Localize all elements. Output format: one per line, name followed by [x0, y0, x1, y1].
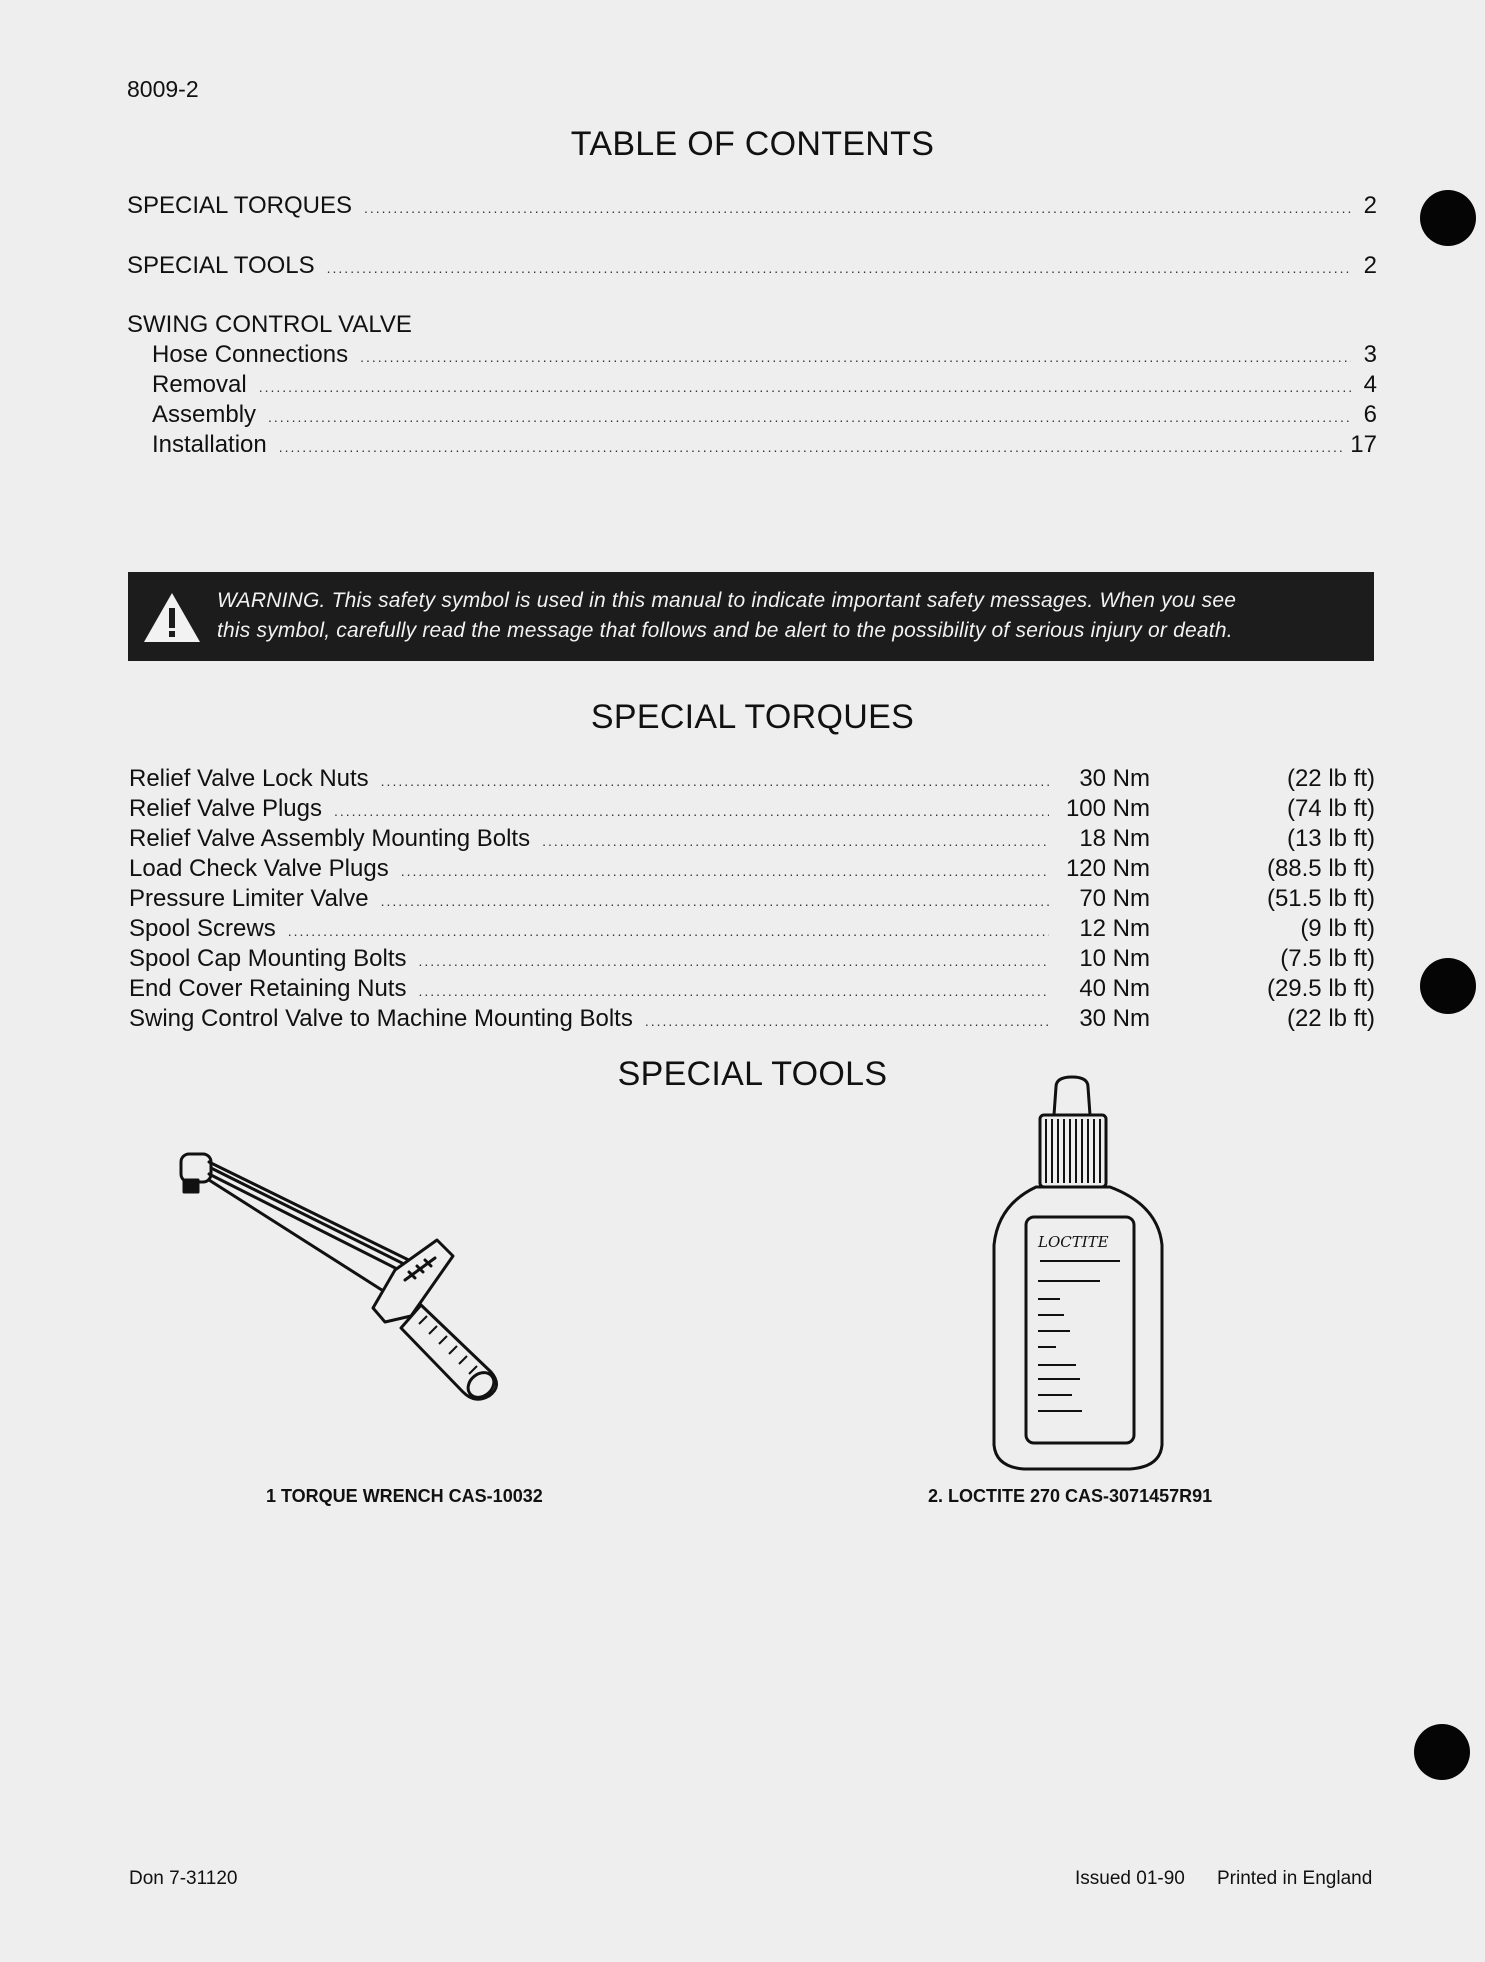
toc-subentry-assembly[interactable]	[152, 401, 1377, 431]
binder-hole	[1414, 1724, 1470, 1780]
torque-wrench-illustration	[175, 1140, 635, 1430]
toc-entry-page: 2	[1363, 192, 1377, 219]
torque-nm-value: 18 Nm	[1079, 825, 1150, 852]
torque-row	[129, 1005, 1375, 1034]
torque-lbft-value: (88.5 lb ft)	[1266, 855, 1375, 882]
warning-banner	[128, 572, 1374, 661]
special-torques-title: SPECIAL TORQUES	[590, 698, 915, 736]
torque-name: End Cover Retaining Nuts	[129, 975, 407, 1002]
torque-nm-value: 12 Nm	[1079, 915, 1150, 942]
toc-subentry-installation[interactable]	[152, 431, 1377, 461]
toc-entry-page: 3	[1363, 341, 1377, 368]
footer-issued: Issued 01-90	[1075, 1868, 1185, 1889]
dot-leader	[259, 379, 1351, 395]
toc-subentry-hose-connections[interactable]	[152, 341, 1377, 371]
torque-lbft-value: (9 lb ft)	[1300, 915, 1375, 942]
torque-row	[129, 795, 1375, 824]
toc-entry-label: Installation	[152, 431, 267, 458]
dot-leader	[364, 200, 1351, 216]
torque-name: Swing Control Valve to Machine Mounting Bolts	[129, 1005, 633, 1032]
toc-entry-label: Removal	[152, 371, 247, 398]
torque-nm-value: 30 Nm	[1079, 1005, 1150, 1032]
torque-row	[129, 975, 1375, 1004]
toc-entry-label: Assembly	[152, 401, 257, 428]
warning-triangle-icon	[142, 591, 202, 644]
torque-wrench-caption: 1 TORQUE WRENCH CAS-10032	[266, 1486, 543, 1506]
footer-printed: Printed in England	[1217, 1868, 1373, 1889]
special-tools-title: SPECIAL TOOLS	[617, 1055, 888, 1093]
torque-row	[129, 885, 1375, 914]
torque-name: Spool Cap Mounting Bolts	[129, 945, 407, 972]
toc-subentry-removal[interactable]	[152, 371, 1377, 401]
dot-leader	[268, 409, 1351, 425]
torque-name: Relief Valve Plugs	[129, 795, 322, 822]
torque-name: Spool Screws	[129, 915, 276, 942]
toc-entry-label: SPECIAL TOOLS	[127, 252, 315, 279]
torque-name: Relief Valve Lock Nuts	[129, 765, 369, 792]
footer-doc-number: Don 7-31120	[129, 1868, 238, 1889]
torque-row	[129, 855, 1375, 884]
warning-text	[217, 586, 1367, 646]
torque-nm-value: 70 Nm	[1079, 885, 1150, 912]
torque-lbft-value: (22 lb ft)	[1286, 765, 1375, 792]
torque-nm-value: 100 Nm	[1065, 795, 1150, 822]
dot-leader	[279, 439, 1345, 455]
toc-entry-page: 6	[1363, 401, 1377, 428]
loctite-bottle-illustration	[990, 1075, 1190, 1475]
torque-lbft-value: (22 lb ft)	[1286, 1005, 1375, 1032]
toc-entry-page: 2	[1363, 252, 1377, 279]
toc-entry-label: SWING CONTROL VALVE	[127, 311, 412, 338]
torque-row	[129, 915, 1375, 944]
torque-lbft-value: (29.5 lb ft)	[1266, 975, 1375, 1002]
dot-leader	[327, 260, 1351, 276]
toc-title: TABLE OF CONTENTS	[570, 125, 935, 163]
torque-row	[129, 945, 1375, 974]
torque-name: Relief Valve Assembly Mounting Bolts	[129, 825, 531, 852]
toc-entry-swing-control-valve	[127, 311, 1377, 341]
torque-row	[129, 825, 1375, 854]
torque-nm-value: 30 Nm	[1079, 765, 1150, 792]
torque-name: Pressure Limiter Valve	[129, 885, 369, 912]
toc-entry-label: Hose Connections	[152, 341, 349, 368]
binder-hole	[1420, 958, 1476, 1014]
warning-line-2: this symbol, carefully read the message that follows and be alert to the possibility of serious injury or death.	[217, 619, 1233, 642]
binder-hole	[1420, 190, 1476, 246]
torque-nm-value: 120 Nm	[1065, 855, 1150, 882]
toc-entry-label: SPECIAL TORQUES	[127, 192, 352, 219]
bottle-label-text: LOCTITE	[1038, 1233, 1109, 1251]
torque-lbft-value: (13 lb ft)	[1286, 825, 1375, 852]
torque-lbft-value: (7.5 lb ft)	[1280, 945, 1375, 972]
dot-leader	[360, 349, 1351, 365]
torque-nm-value: 40 Nm	[1079, 975, 1150, 1002]
toc-entry-page: 17	[1350, 431, 1377, 458]
torque-nm-value: 10 Nm	[1079, 945, 1150, 972]
loctite-caption: 2. LOCTITE 270 CAS-3071457R91	[928, 1486, 1213, 1506]
toc-entry-special-torques[interactable]	[127, 192, 1377, 222]
torque-lbft-value: (51.5 lb ft)	[1266, 885, 1375, 912]
toc-entry-special-tools[interactable]	[127, 252, 1377, 282]
warning-line-1: WARNING. This safety symbol is used in this manual to indicate important safety messages. When you see	[217, 589, 1237, 612]
toc-entry-page: 4	[1363, 371, 1377, 398]
torque-row	[129, 765, 1375, 794]
torque-name: Load Check Valve Plugs	[129, 855, 389, 882]
torque-lbft-value: (74 lb ft)	[1286, 795, 1375, 822]
page-number: 8009-2	[127, 76, 199, 102]
